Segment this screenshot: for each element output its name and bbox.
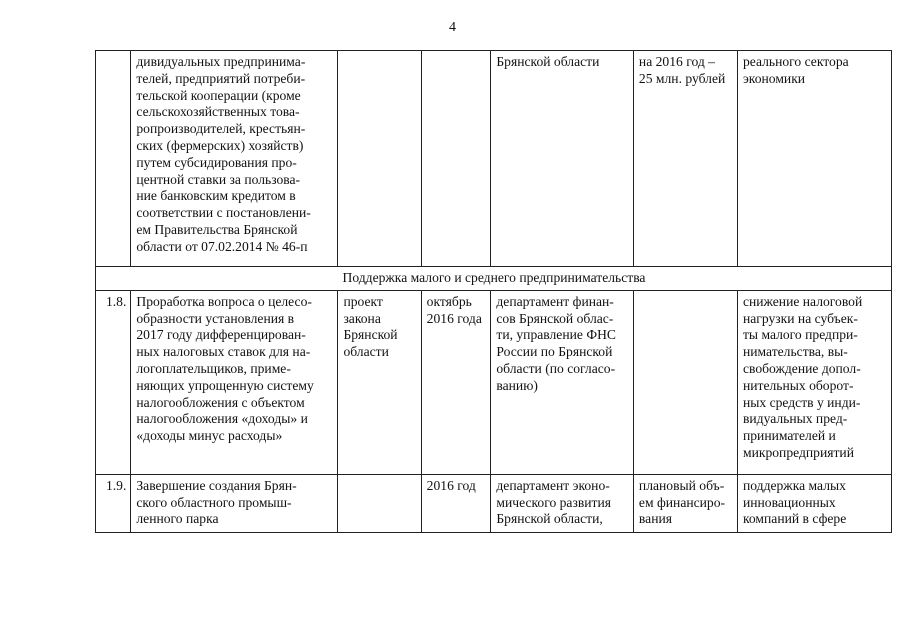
result-cell: поддержка малых инновационных компаний в сфере xyxy=(737,474,891,532)
executor-cell: департамент финан- сов Брянской облас- ти, управление ФНС России по Брянской области (по согласо- ванию) xyxy=(491,290,634,474)
item-number xyxy=(96,51,131,267)
measure-cell: Завершение создания Брян- ского областного промыш- ленного парка xyxy=(131,474,338,532)
table-row xyxy=(96,290,892,474)
deadline-cell: 2016 год xyxy=(421,474,491,532)
executor-cell: департамент эконо- мического развития Брянской области, xyxy=(491,474,634,532)
section-row xyxy=(96,267,892,291)
deadline-cell: октябрь 2016 года xyxy=(421,290,491,474)
item-number: 1.8. xyxy=(96,290,131,474)
deadline-cell xyxy=(421,51,491,267)
section-title: Поддержка малого и среднего предпринимательства xyxy=(96,267,892,291)
funding-cell xyxy=(633,290,737,474)
funding-cell: на 2016 год – 25 млн. рублей xyxy=(633,51,737,267)
result-cell: реального сектора экономики xyxy=(737,51,891,267)
action-plan-table xyxy=(95,50,892,533)
executor-cell: Брянской области xyxy=(491,51,634,267)
document-cell: проект закона Брянской области xyxy=(338,290,421,474)
funding-cell: плановый объ- ем финансиро- вания xyxy=(633,474,737,532)
document-cell xyxy=(338,51,421,267)
measure-cell: дивидуальных предпринима- телей, предприятий потреби- тельской кооперации (кроме сельскохозяйственных това- ропроизводителей, крестьян- ских (фермерских) хозяйств) путем субсидирования про- центной ставки за пользова- ние банковским кредитом в соответствии с постановлени- ем Правительства Брянской области от 07.02.2014 № 46-п xyxy=(131,51,338,267)
result-cell: снижение налоговой нагрузки на субъек- ты малого предпри- нимательства, вы- свобождение допол- нительных оборот- ных средств у инди- видуальных пред- принимателей и микропредприятий xyxy=(737,290,891,474)
table-row xyxy=(96,51,892,267)
measure-cell: Проработка вопроса о целесо- образности установления в 2017 году дифференцирован- ных налоговых ставок для на- логоплательщиков, приме- няющих упрощенную систему налогообложения с объектом налогообложения «доходы» и «доходы минус расходы» xyxy=(131,290,338,474)
table-row xyxy=(96,474,892,532)
document-cell xyxy=(338,474,421,532)
page-number: 4 xyxy=(449,20,456,35)
item-number: 1.9. xyxy=(96,474,131,532)
